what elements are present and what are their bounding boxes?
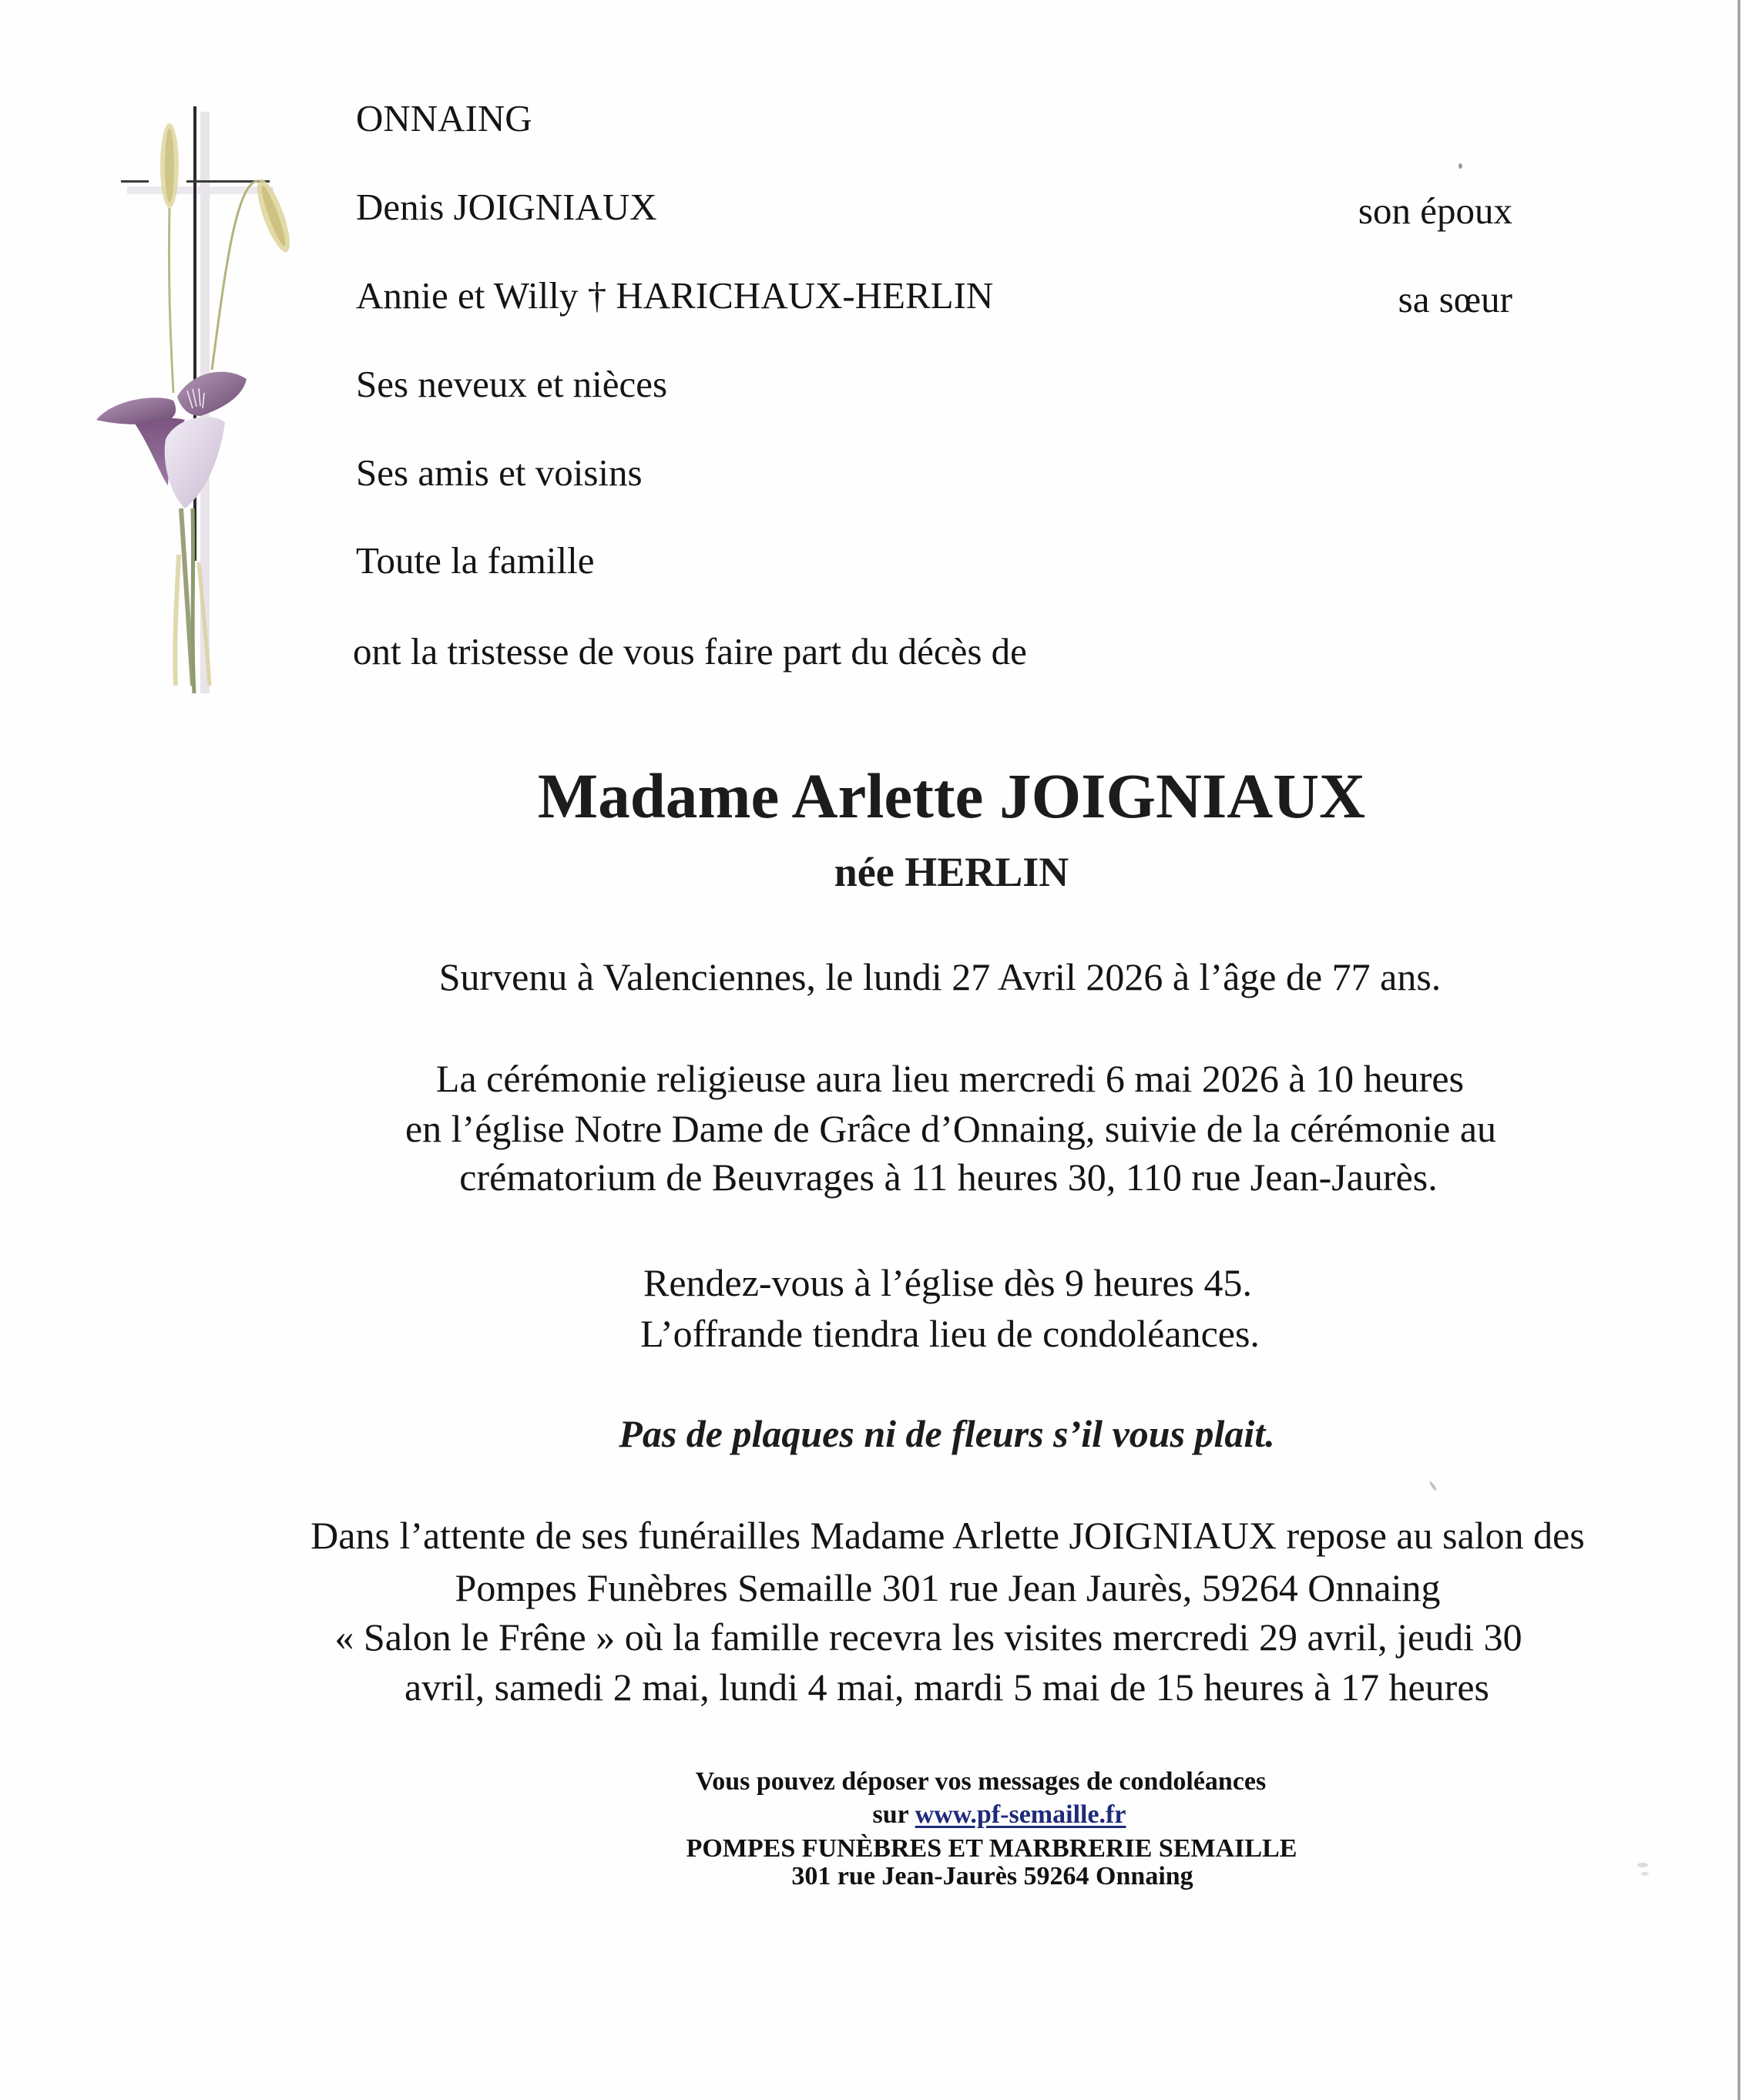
- maiden-name: née HERLIN: [834, 849, 1069, 895]
- ceremony-line: La cérémonie religieuse aura lieu mercredi 6 mai 2026 à 10 heures: [435, 1057, 1465, 1100]
- website-prefix: sur: [872, 1800, 909, 1829]
- mourner-name: Toute la famille: [356, 539, 595, 582]
- meeting-line: Rendez-vous à l’église dès 9 heures 45.: [643, 1261, 1253, 1304]
- website-link[interactable]: www.pf-semaille.fr: [915, 1800, 1126, 1829]
- flowers-notice: Pas de plaques ni de fleurs s’il vous plait.: [619, 1412, 1275, 1455]
- mourner-name: Denis JOIGNIAUX: [356, 186, 657, 228]
- scan-speck: [1637, 1863, 1648, 1867]
- condolences-text: Vous pouvez déposer vos messages de condoléances: [695, 1767, 1267, 1796]
- company-address: 301 rue Jean-Jaurès 59264 Onnaing: [791, 1862, 1193, 1890]
- intro-text: ont la tristesse de vous faire part du décès de: [353, 630, 1027, 673]
- scan-speck: [1428, 1481, 1437, 1491]
- mourner-name: Ses neveux et nièces: [356, 363, 668, 405]
- scan-speck: [1458, 163, 1462, 169]
- ceremony-line: crématorium de Beuvrages à 11 heures 30, 110 rue Jean-Jaurès.: [459, 1156, 1438, 1199]
- mourner-name: Annie et Willy † HARICHAUX-HERLIN: [356, 274, 994, 317]
- mourner-relation: son époux: [1358, 190, 1512, 232]
- visitation-line: avril, samedi 2 mai, lundi 4 mai, mardi 5 mai de 15 heures à 17 heures: [404, 1666, 1489, 1709]
- mourner-name: Ses amis et voisins: [356, 451, 643, 494]
- scan-edge: [1737, 0, 1740, 2100]
- death-notice: Survenu à Valenciennes, le lundi 27 Avril 2026 à l’âge de 77 ans.: [438, 955, 1442, 998]
- company-name: POMPES FUNÈBRES ET MARBRERIE SEMAILLE: [686, 1834, 1297, 1863]
- deceased-name: Madame Arlette JOIGNIAUX: [537, 760, 1366, 831]
- town-name: ONNAING: [356, 97, 532, 139]
- scan-speck: [1641, 1872, 1649, 1876]
- website-line: [873, 1802, 1126, 1828]
- visitation-line: « Salon le Frêne » où la famille recevra les visites mercredi 29 avril, jeudi 30: [334, 1615, 1522, 1659]
- ceremony-line: en l’église Notre Dame de Grâce d’Onnaing, suivie de la cérémonie au: [404, 1107, 1497, 1150]
- visitation-line: Dans l’attente de ses funérailles Madame Arlette JOIGNIAUX repose au salon des: [310, 1514, 1585, 1557]
- visitation-line: Pompes Funèbres Semaille 301 rue Jean Jaurès, 59264 Onnaing: [455, 1566, 1441, 1609]
- mourner-relation: sa sœur: [1398, 278, 1512, 320]
- cross-with-calla-lily-icon: [77, 92, 308, 693]
- meeting-line: L’offrande tiendra lieu de condoléances.: [640, 1312, 1260, 1355]
